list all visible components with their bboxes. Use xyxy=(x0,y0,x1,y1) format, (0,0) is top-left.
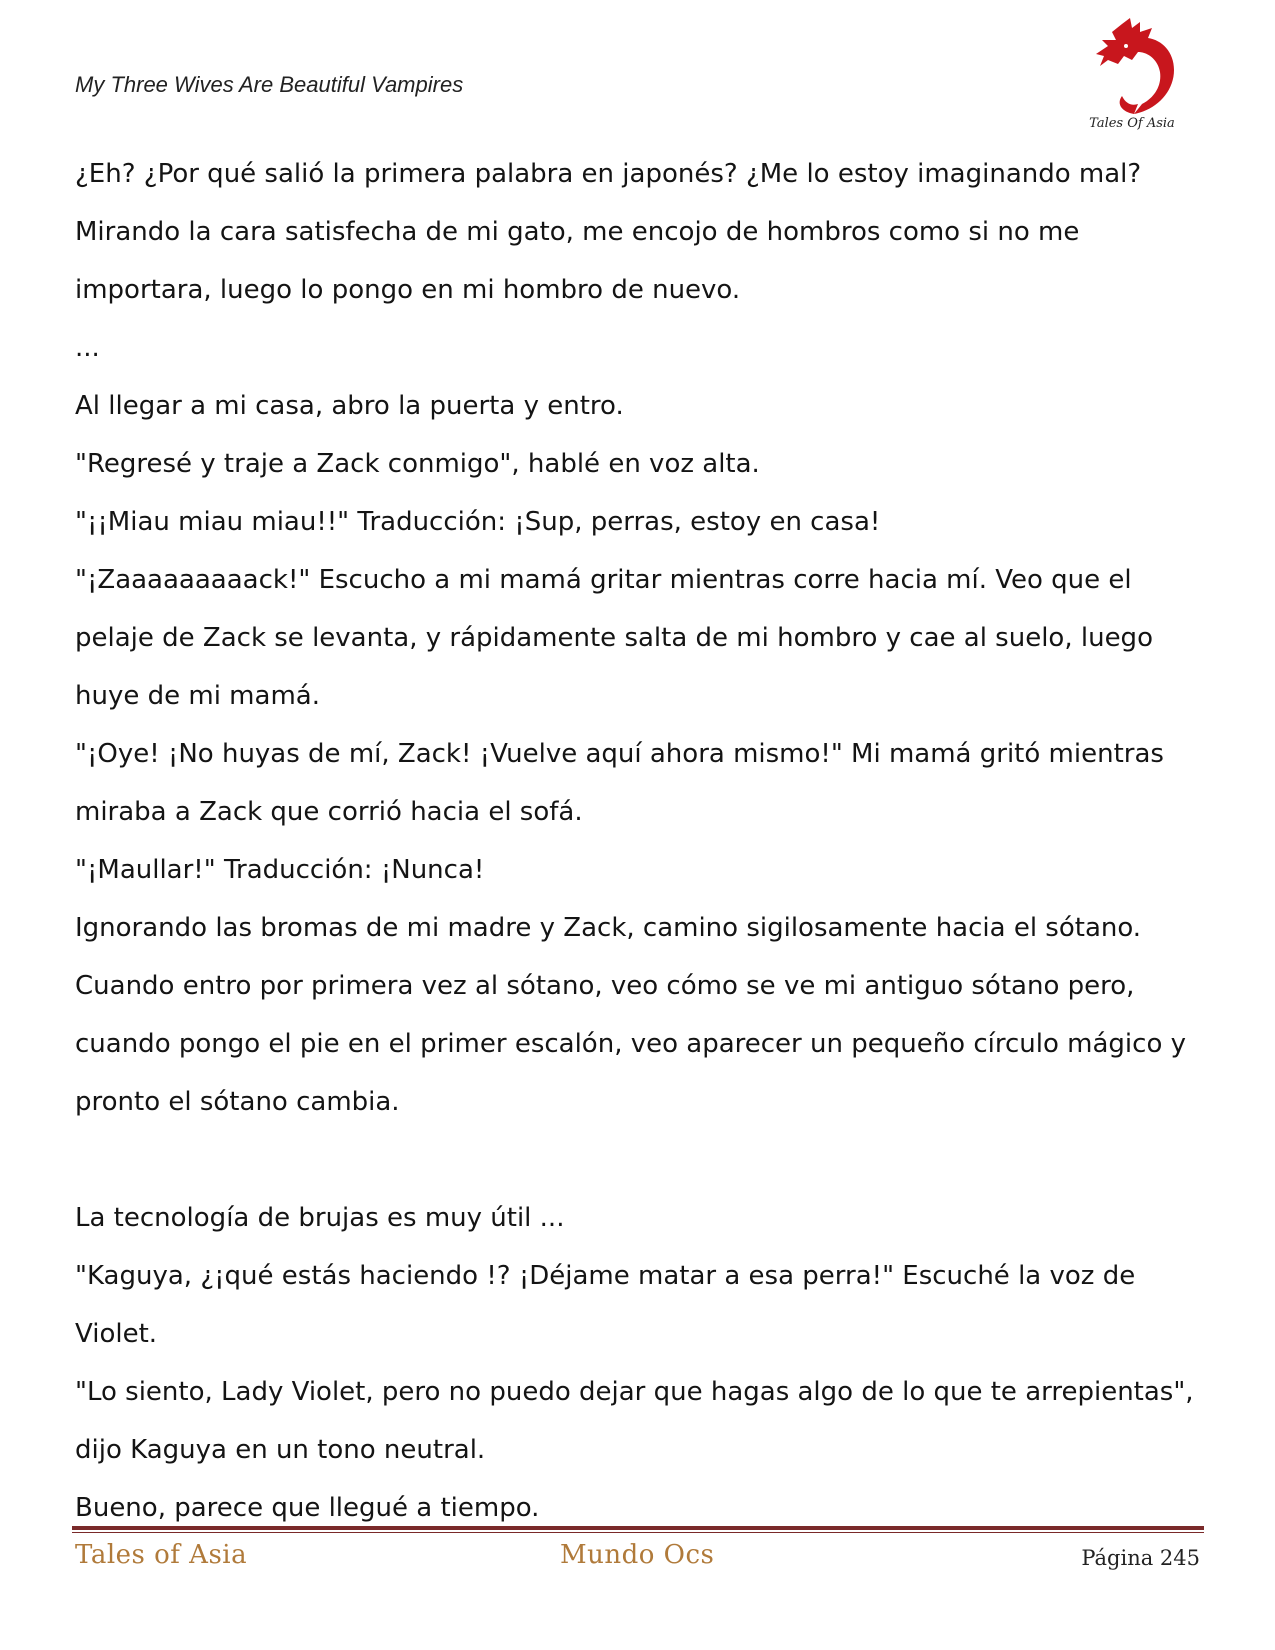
footer-site: Mundo Ocs xyxy=(560,1540,715,1570)
book-title: My Three Wives Are Beautiful Vampires xyxy=(75,72,464,97)
paragraph: Cuando entro por primera vez al sótano, veo cómo se ve mi antiguo sótano pero, cuando pongo el pie en el primer escalón, veo aparecer un pequeño círculo mágico y pronto el sótano cambia. xyxy=(75,971,1187,1117)
paragraph: "¡Oye! ¡No huyas de mí, Zack! ¡Vuelve aquí ahora mismo!" Mi mamá gritó mientras miraba a Zack que corrió hacia el sofá. xyxy=(75,739,1164,827)
paragraph: ... xyxy=(75,333,100,363)
footer-publisher: Tales of Asia xyxy=(75,1540,248,1570)
paragraph: Ignorando las bromas de mi madre y Zack, camino sigilosamente hacia el sótano. xyxy=(75,913,1142,943)
blank-line xyxy=(75,1131,1205,1189)
dragon-head-shape xyxy=(1096,18,1174,114)
paragraph: "Lo siento, Lady Violet, pero no puedo dejar que hagas algo de lo que te arrepientas", dijo Kaguya en un tono neutral. xyxy=(75,1377,1194,1465)
paragraph: La tecnología de brujas es muy útil ... xyxy=(75,1203,565,1233)
dragon-tail-shape xyxy=(1120,96,1138,114)
paragraph: "Regresé y traje a Zack conmigo", hablé en voz alta. xyxy=(75,449,760,479)
dragon-eye xyxy=(1124,44,1128,48)
paragraph: "¡Maullar!" Traducción: ¡Nunca! xyxy=(75,855,485,885)
chapter-text xyxy=(75,145,1205,1537)
page-number: Página 245 xyxy=(1081,1546,1200,1570)
paragraph: Mirando la cara satisfecha de mi gato, me encojo de hombros como si no me importara, luego lo pongo en mi hombro de nuevo. xyxy=(75,217,1080,305)
paragraph: Al llegar a mi casa, abro la puerta y entro. xyxy=(75,391,624,421)
paragraph: Bueno, parece que llegué a tiempo. xyxy=(75,1493,540,1523)
paragraph: "¡Zaaaaaaaaack!" Escucho a mi mamá gritar mientras corre hacia mí. Veo que el pelaje de Zack se levanta, y rápidamente salta de mi hombro y cae al suelo, luego huye de mi mamá. xyxy=(75,565,1153,711)
paragraph: "Kaguya, ¿¡qué estás haciendo !? ¡Déjame matar a esa perra!" Escuché la voz de Violet. xyxy=(75,1261,1136,1349)
footer-divider-thin xyxy=(72,1532,1204,1533)
logo-caption: Tales Of Asia xyxy=(1089,116,1175,131)
paragraph: ¿Eh? ¿Por qué salió la primera palabra en japonés? ¿Me lo estoy imaginando mal? xyxy=(75,159,1142,189)
paragraph: "¡¡Miau miau miau!!" Traducción: ¡Sup, perras, estoy en casa! xyxy=(75,507,881,537)
footer-divider-thick xyxy=(72,1526,1204,1530)
